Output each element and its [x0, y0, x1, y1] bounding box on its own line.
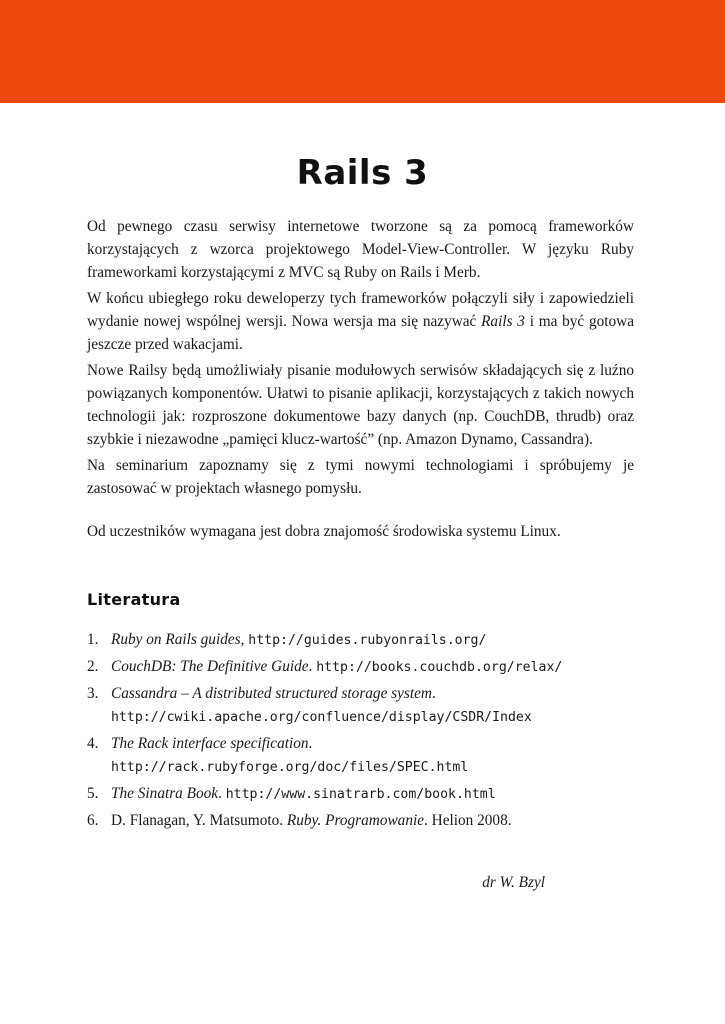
paragraph-1: Od pewnego czasu serwisy internetowe tworzone są za pomocą frameworków korzystających z wzorca projektowego Model-View-Controller. W języku Ruby frameworkami korzystającymi z MVC są Ruby on Rails i Merb.: [87, 218, 634, 281]
reference-number: 1.: [87, 631, 99, 648]
literature-heading: Literatura: [87, 590, 181, 609]
reference-number: 6.: [87, 812, 99, 829]
reference-item: [87, 682, 647, 730]
reference-item: [87, 809, 647, 833]
reference-number: 4.: [87, 735, 99, 752]
reference-separator: .: [308, 658, 317, 675]
reference-authors: D. Flanagan, Y. Matsumoto.: [111, 812, 287, 829]
page-title: Rails 3: [296, 153, 429, 193]
reference-item: [87, 732, 647, 780]
reference-link[interactable]: http://guides.rubyonrails.org/: [248, 633, 487, 648]
intro-text: [87, 215, 634, 546]
paragraph-2-end: i ma być gotowa jeszcze przed wakacjami.: [87, 313, 635, 353]
reference-item: [87, 782, 647, 807]
paragraph-3: Nowe Railsy będą umożliwiały pisanie modułowych serwisów składających się z luźno powiązanych komponentów. Ułatwi to pisanie aplikacji, korzystających z takich nowych technologii jak: rozproszone dokumentowe bazy danych (np. CouchDB, thrudb) oraz szybkie i niezawodne „pamięci klucz-wartość” (np. Amazon Dynamo, Cassandra).: [87, 362, 634, 448]
reference-list: [87, 628, 647, 835]
reference-title: CouchDB: The Definitive Guide: [111, 658, 309, 675]
reference-title: Ruby on Rails guides: [111, 631, 241, 648]
reference-separator: ,: [240, 631, 249, 648]
reference-separator: .: [218, 785, 226, 802]
author-signature: dr W. Bzyl: [482, 874, 545, 891]
reference-title: Cassandra – A distributed structured storage system: [111, 685, 432, 702]
reference-number: 5.: [87, 785, 99, 802]
reference-number: 3.: [87, 685, 99, 702]
reference-separator: .: [424, 812, 432, 829]
reference-link[interactable]: http://rack.rubyforge.org/doc/files/SPEC.html: [111, 760, 469, 775]
reference-publisher: Helion 2008.: [431, 812, 512, 829]
header-band: [0, 0, 725, 103]
rails3-emphasis: Rails 3: [481, 313, 525, 330]
paragraph-4: Na seminarium zapoznamy się z tymi nowymi technologiami i spróbujemy je zastosować w projektach własnego pomysłu.: [87, 457, 634, 497]
reference-item: [87, 628, 647, 653]
reference-title: Ruby. Programowanie: [286, 812, 425, 829]
reference-number: 2.: [87, 658, 99, 675]
reference-separator: .: [431, 685, 436, 702]
reference-link[interactable]: http://books.couchdb.org/relax/: [316, 660, 563, 675]
reference-separator: .: [308, 735, 313, 752]
reference-link[interactable]: http://cwiki.apache.org/confluence/display/CSDR/Index: [111, 710, 532, 725]
paragraph-2: [87, 287, 634, 356]
reference-item: [87, 655, 647, 680]
paragraph-2-start: W końcu ubiegłego roku deweloperzy tych frameworków połączyli siły i zapowiedzieli wydanie nowej wspólnej wersji. Nowa wersja ma się nazywać: [87, 290, 634, 330]
reference-title: The Rack interface specification: [111, 735, 309, 752]
reference-title: The Sinatra Book: [111, 785, 219, 802]
reference-link[interactable]: http://www.sinatrarb.com/book.html: [225, 787, 496, 802]
paragraph-5: Od uczestników wymagana jest dobra znajomość środowiska systemu Linux.: [87, 523, 561, 540]
